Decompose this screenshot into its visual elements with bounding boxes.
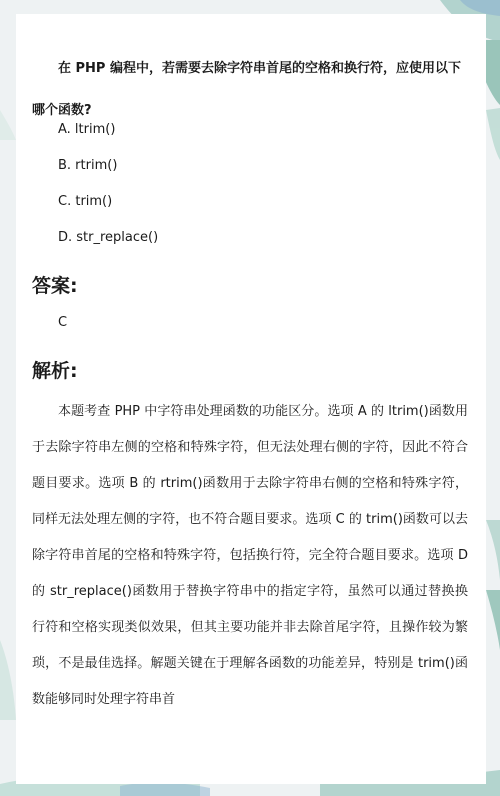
answer-value: C [58,315,68,330]
leaf-cluster-left [0,110,16,720]
question-sheet [16,14,486,784]
analysis-text: 本题考查 PHP 中字符串处理函数的功能区分。选项 A 的 ltrim()函数用于去除字符串左侧的空格和特殊字符，但无法处理右侧的字符，因此不符合题目要求。选项 B 的 rtrim()函数用于去除字符串右侧的空格和特殊字符，同样无法处理左侧的字符，也不符合题目要求。选项 C 的 trim()函数可以去除字符串首尾的空格和特殊字符，包括换行符，完全符合题目要求。选项 D 的 str_replace()函数用于替换字符串中的指定字符，虽然可以通过替换换行符和空格实现类似效果，但其主要功能并非去除首尾字符，且操作较为繁琐，不是最佳选择。解题关键在于理解各函数的功能差异，特别是 trim()函数能够同时处理字符串首 [32,404,468,707]
leaf-cluster-right-mid [486,520,500,650]
answer-heading: 答案: [32,275,78,297]
option-c: C. trim() [58,194,113,209]
option-a: A. ltrim() [58,122,116,137]
option-b: B. rtrim() [58,158,118,173]
option-d: D. str_replace() [58,230,159,245]
analysis-heading: 解析: [32,360,78,382]
question-text: 在 PHP 编程中，若需要去除字符串首尾的空格和换行符，应使用以下哪个函数? [32,61,461,118]
